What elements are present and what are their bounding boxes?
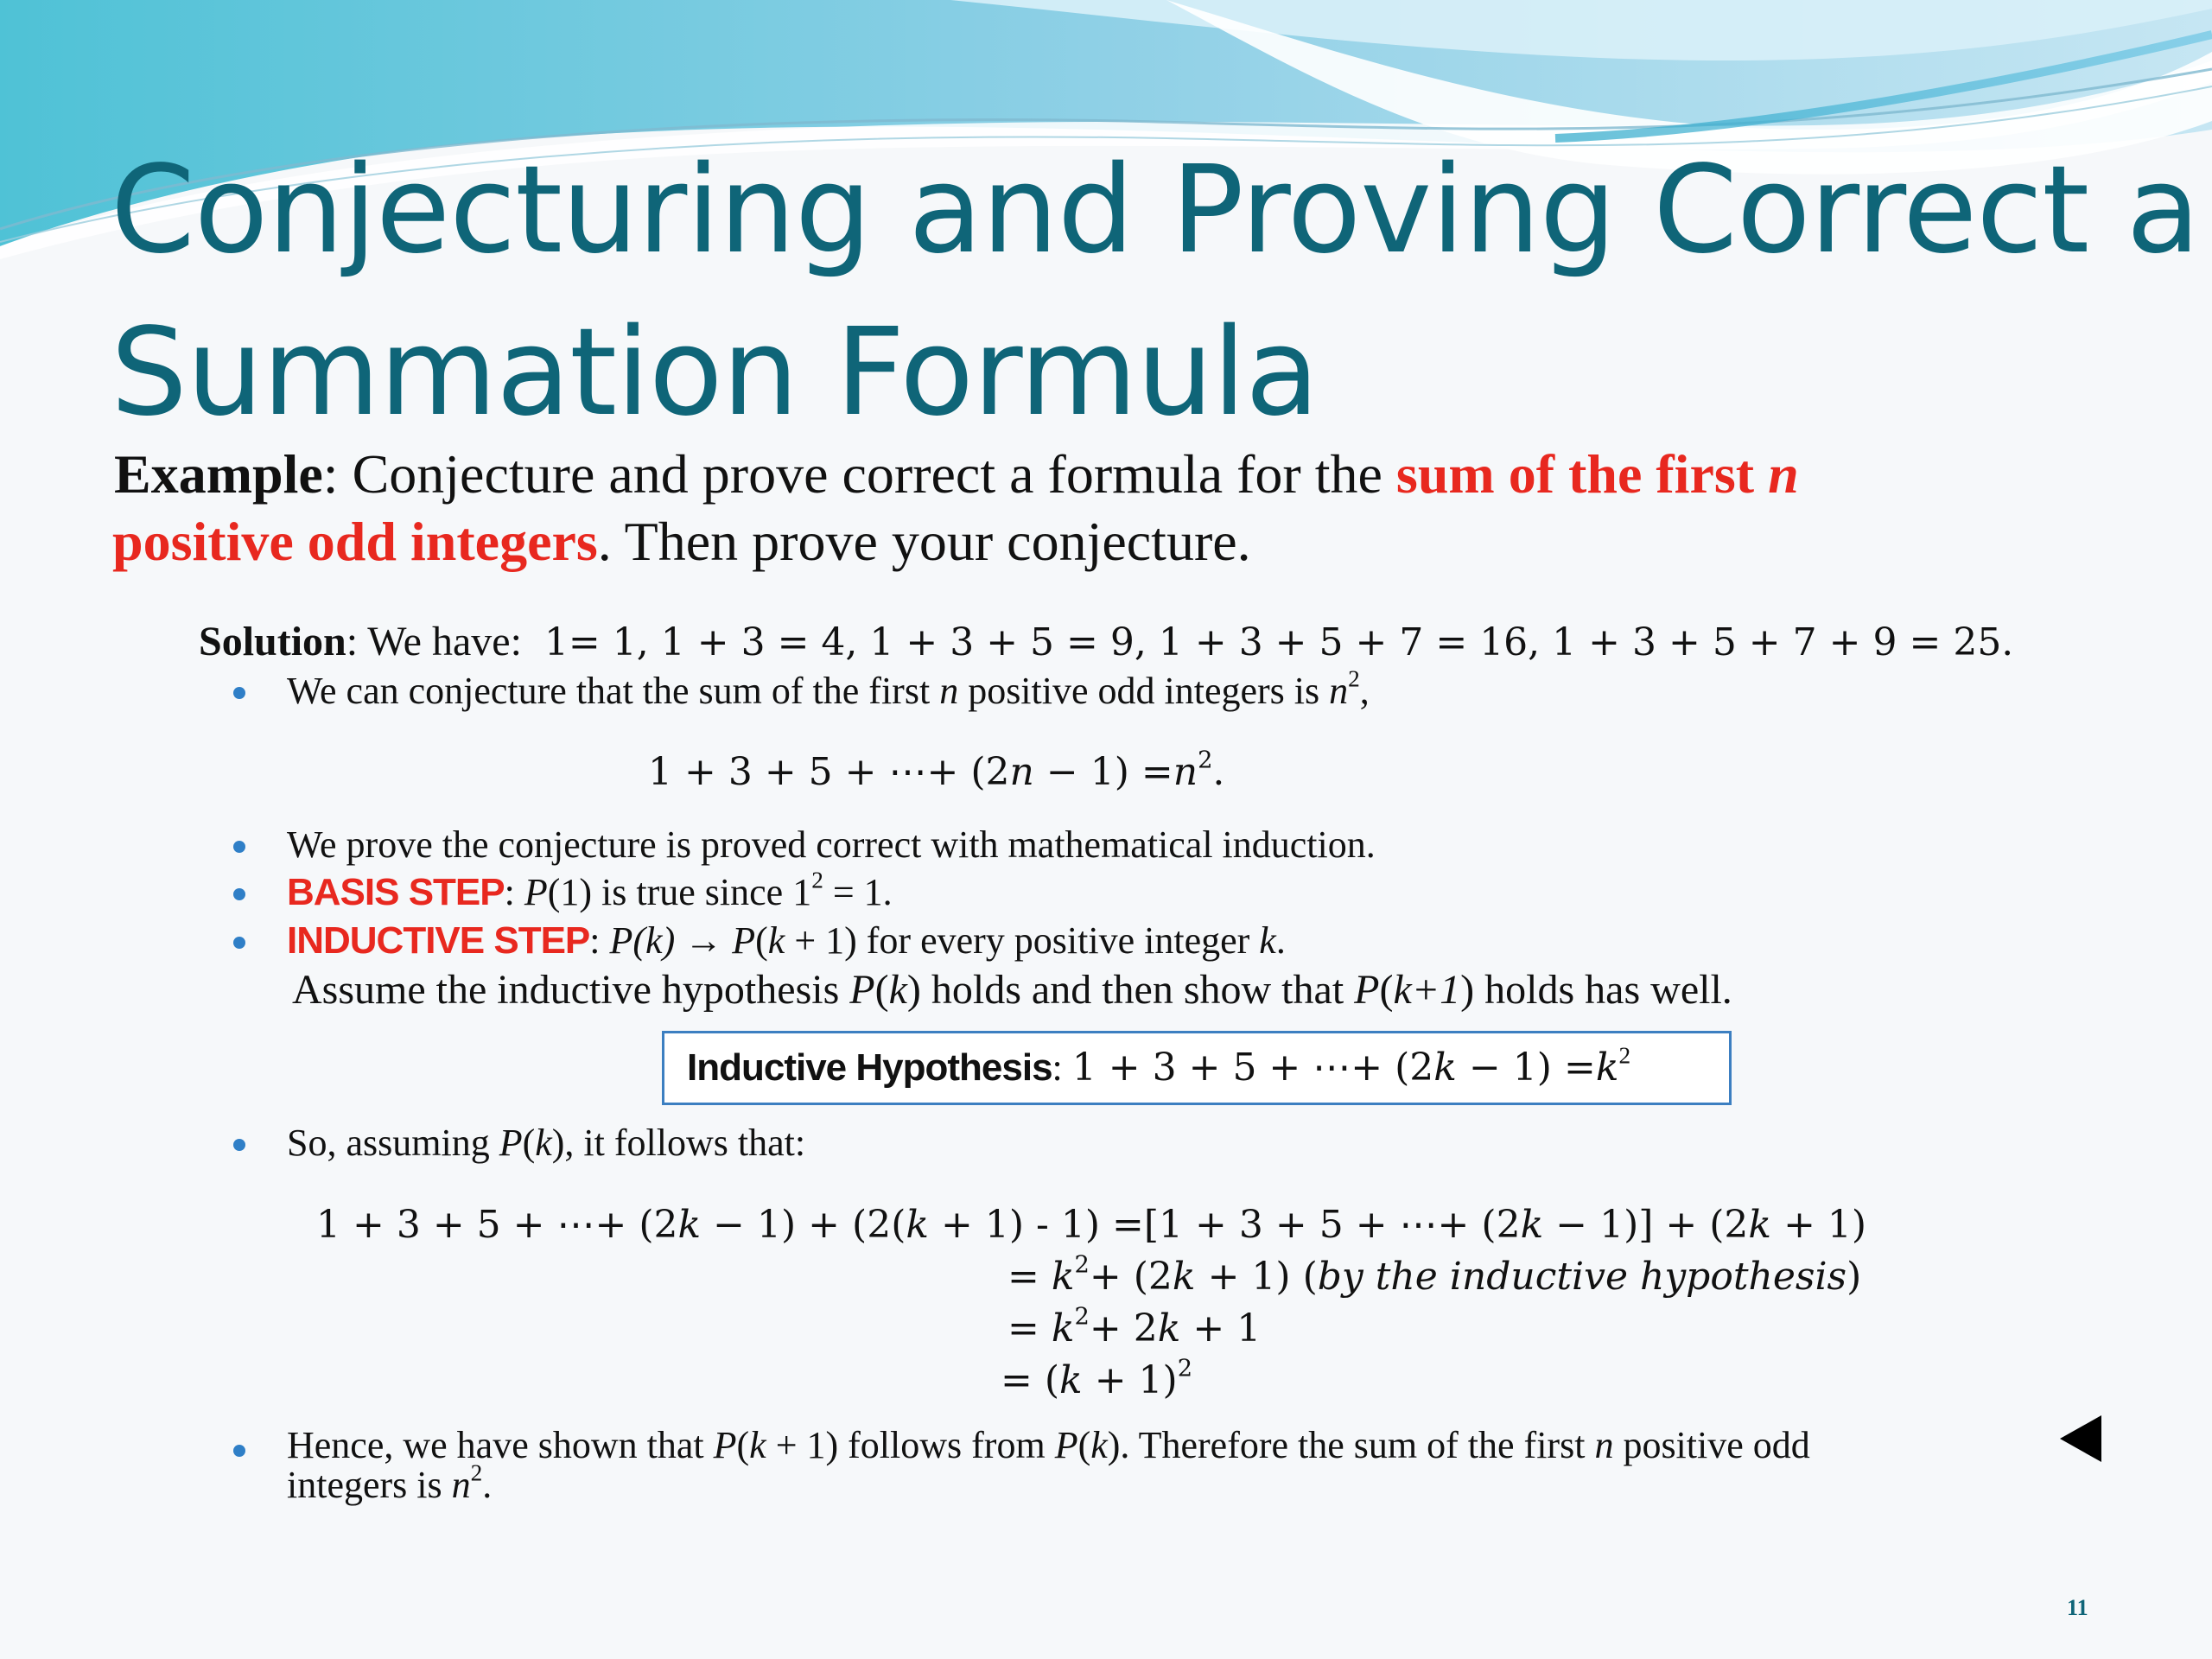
hypothesis-label: Inductive Hypothesis [687, 1046, 1052, 1089]
inductive-pk: P(k) [609, 919, 676, 962]
hence-text-a: Hence, we have shown that [287, 1424, 714, 1466]
basis-text-a: : [504, 871, 524, 913]
example-text-a: : Conjecture and prove correct a formula for the [322, 443, 1396, 505]
inductive-text-a: : [589, 919, 610, 962]
solution-intro: : We have: [346, 619, 522, 664]
conjecture-formula [648, 748, 1224, 797]
deriv-l2-d: ) [1847, 1255, 1862, 1299]
deriv-l1-k1: k [677, 1203, 702, 1247]
basis-p: P [524, 871, 548, 913]
assume-text-a: Assume the inductive hypothesis [292, 967, 850, 1013]
slide-title [111, 130, 2200, 454]
deriv-l3-k2: k [1157, 1306, 1181, 1351]
derivation-line-1 [316, 1201, 1866, 1249]
example-highlight-a: sum of the first [1395, 443, 1769, 505]
deriv-l4-exp: 2 [1177, 1355, 1193, 1382]
bullet-inductive-step [287, 918, 2015, 964]
formula-end: . [1212, 750, 1225, 794]
inductive-hypothesis-text [687, 1044, 1630, 1092]
hence-text-f: positive odd [1613, 1424, 1810, 1466]
assume-line [292, 964, 1732, 1016]
formula-lhs: 1 + 3 + 5 + ⋯+ (2 [648, 750, 1010, 794]
conjecture-text-b: positive odd integers is [958, 670, 1330, 712]
deriv-l3-a: = [1007, 1306, 1052, 1351]
deriv-l3-k: k [1051, 1306, 1075, 1351]
so-p: P [499, 1122, 523, 1164]
hence-exponent: 2 [470, 1459, 483, 1486]
assume-text-e: ) holds has well. [1460, 967, 1732, 1013]
so-k: k [535, 1122, 552, 1164]
conjecture-var-n: n [939, 670, 959, 712]
assume-text-c: ) holds and then show that [906, 967, 1355, 1013]
deriv-l2-k: k [1051, 1255, 1075, 1299]
bullet-basis-step [287, 869, 2015, 916]
deriv-l1-k4: k [1748, 1203, 1772, 1247]
hypothesis-colon: : [1052, 1046, 1072, 1089]
slide-title-line-1: Conjecturing and Proving Correct a [111, 140, 2200, 281]
solution-label: Solution [199, 619, 346, 664]
hypothesis-k2: k [1595, 1046, 1619, 1090]
assume-text-b: ( [874, 967, 889, 1013]
basis-exponent: 2 [811, 867, 823, 893]
hence-text-b: ( [736, 1424, 750, 1466]
hence-p1: P [713, 1424, 737, 1466]
formula-exponent: 2 [1198, 747, 1213, 774]
hence-text-e: ). Therefore the sum of the first [1107, 1424, 1595, 1466]
prev-slide-icon [2056, 1414, 2105, 1464]
hence-p2: P [1054, 1424, 1078, 1466]
deriv-l1-a: 1 + 3 + 5 + ⋯+ (2 [316, 1203, 678, 1247]
deriv-l4-b: + 1) [1082, 1358, 1178, 1402]
conjecture-text-a: We can conjecture that the sum of the first [287, 670, 940, 712]
hence-end: . [482, 1464, 493, 1506]
deriv-l2-b: + (2 [1089, 1255, 1173, 1299]
deriv-l3-exp: 2 [1074, 1303, 1090, 1331]
deriv-l2-k2: k [1172, 1255, 1196, 1299]
conjecture-var-n2: n [1329, 670, 1349, 712]
derivation-line-3 [1007, 1305, 1261, 1353]
conjecture-end: , [1359, 670, 1370, 712]
deriv-l2-a: = [1007, 1255, 1052, 1299]
hypothesis-k: k [1433, 1046, 1457, 1090]
prev-slide-button[interactable] [2056, 1414, 2105, 1464]
assume-text-d: ( [1379, 967, 1394, 1013]
formula-mid: − 1) = [1033, 750, 1173, 794]
inductive-arrow: → [675, 919, 733, 962]
hence-text-c: + 1) follows from [766, 1424, 1055, 1466]
so-text-c: ), it follows that: [551, 1122, 806, 1164]
bullet-so-assuming [287, 1120, 2015, 1166]
inductive-k2: k [1259, 919, 1276, 962]
bullet-conjecture [287, 665, 2015, 715]
example-highlight-b: positive odd integers [112, 511, 598, 572]
assume-p1: P [849, 967, 875, 1013]
so-text-b: ( [522, 1122, 536, 1164]
hence-n2: n [451, 1464, 471, 1506]
inductive-text-b: ( [755, 919, 768, 962]
inductive-p: P [732, 919, 756, 962]
assume-k2: k+1 [1393, 967, 1461, 1013]
hypothesis-mid: − 1) = [1456, 1046, 1596, 1090]
deriv-l1-b: − 1) + (2( [701, 1203, 906, 1247]
inductive-text-c: + 1) for every positive integer [785, 919, 1260, 962]
hypothesis-lhs: 1 + 3 + 5 + ⋯+ (2 [1071, 1046, 1434, 1090]
deriv-l1-k3: k [1520, 1203, 1544, 1247]
formula-var-n2: n [1173, 750, 1198, 794]
formula-var-n: n [1009, 750, 1034, 794]
derivation-line-4 [1001, 1357, 1192, 1405]
derivation-line-2 [1007, 1253, 1861, 1301]
bullet-prove: We prove the conjecture is proved correct with mathematical induction. [287, 822, 2015, 868]
basis-text-b: (1) is true since 1 [547, 871, 812, 913]
inductive-k: k [767, 919, 785, 962]
page-number: 11 [2067, 1595, 2088, 1620]
deriv-l3-b: + 2 [1089, 1306, 1158, 1351]
deriv-l2-exp: 2 [1074, 1251, 1090, 1279]
inductive-step-label: INDUCTIVE STEP [287, 919, 590, 962]
deriv-l1-c: + 1) - 1) =[1 + 3 + 5 + ⋯+ (2 [929, 1203, 1521, 1247]
so-text-a: So, assuming [287, 1122, 499, 1164]
deriv-l1-k2: k [906, 1203, 930, 1247]
deriv-l1-e: + 1) [1771, 1203, 1867, 1247]
example-statement [114, 441, 2101, 575]
deriv-l1-d: − 1)] + (2 [1543, 1203, 1749, 1247]
deriv-l4-a: = ( [1001, 1358, 1060, 1402]
example-label: Example [114, 443, 323, 505]
example-highlight-var: n [1768, 443, 1799, 505]
solution-equations: 1= 1, 1 + 3 = 4, 1 + 3 + 5 = 9, 1 + 3 + 5 + 7 = 16, 1 + 3 + 5 + 7 + 9 = 25. [543, 620, 2014, 664]
hence-text-g: integers is [287, 1464, 452, 1506]
basis-step-label: BASIS STEP [287, 871, 505, 913]
slide-title-line-2: Summation Formula [111, 302, 1319, 443]
deriv-l2-note: by the inductive hypothesis [1317, 1255, 1847, 1299]
hence-text-d: ( [1077, 1424, 1091, 1466]
deriv-l4-k: k [1059, 1358, 1083, 1402]
assume-k1: k [888, 967, 907, 1013]
hypothesis-exponent: 2 [1618, 1042, 1631, 1069]
example-text-b: . Then prove your conjecture. [597, 511, 1251, 572]
bullet-hence [287, 1426, 2006, 1505]
solution-line [199, 615, 2143, 670]
example-line-2 [112, 508, 2101, 575]
inductive-end: . [1275, 919, 1286, 962]
inductive-hypothesis-box [662, 1031, 1732, 1105]
deriv-l3-c: + 1 [1180, 1306, 1262, 1351]
assume-p2: P [1354, 967, 1380, 1013]
conjecture-exponent: 2 [1348, 665, 1360, 692]
deriv-l2-c: + 1) ( [1195, 1255, 1318, 1299]
hence-k1: k [749, 1424, 766, 1466]
hence-k2: k [1090, 1424, 1108, 1466]
hence-n: n [1594, 1424, 1614, 1466]
basis-text-c: = 1. [823, 871, 893, 913]
